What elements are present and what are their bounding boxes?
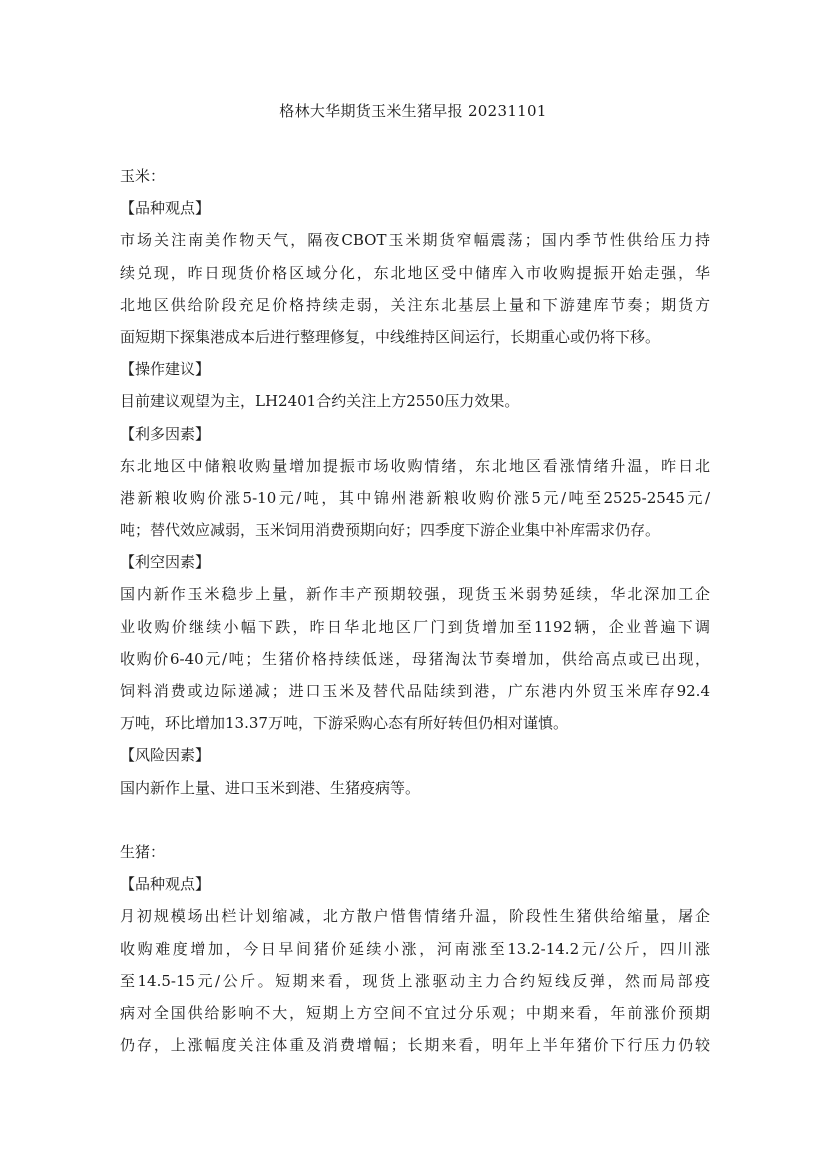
corn-risk-heading: 【风险因素】 xyxy=(120,746,211,765)
corn-view-line: 面短期下探集港成本后进行整理修复，中线维持区间运行，长期重心或仍将下移。 xyxy=(120,327,661,346)
corn-view-heading: 【品种观点】 xyxy=(120,199,211,218)
corn-advice-line: 目前建议观望为主，LH2401合约关注上方2550压力效果。 xyxy=(120,392,520,411)
corn-section-label: 玉米： xyxy=(120,167,166,185)
corn-advice-heading: 【操作建议】 xyxy=(120,360,211,379)
corn-bear-line: 业收购价继续小幅下跌，昨日华北地区厂门到货增加至1192辆，企业普遍下调 xyxy=(120,617,710,636)
section-spacer xyxy=(120,804,710,836)
corn-view-line: 市场关注南美作物天气，隔夜CBOT玉米期货窄幅震荡；国内季节性供给压力持 xyxy=(120,231,710,250)
corn-bull-heading: 【利多因素】 xyxy=(120,424,211,443)
hog-view-line: 病对全国供给影响不大，短期上方空间不宜过分乐观；中期来看，年前涨价预期 xyxy=(120,1003,710,1022)
document-body xyxy=(120,160,710,1061)
corn-bear-line: 饲料消费或边际递减；进口玉米及替代品陆续到港，广东港内外贸玉米库存92.4 xyxy=(120,682,710,700)
hog-view-line: 收购难度增加，今日早间猪价延续小涨，河南涨至13.2-14.2元/公斤，四川涨 xyxy=(120,939,710,958)
corn-bear-line: 国内新作玉米稳步上量，新作丰产预期较强，现货玉米弱势延续，华北深加工企 xyxy=(120,585,710,604)
corn-bear-line: 收购价6-40元/吨；生猪价格持续低迷，母猪淘汰节奏增加，供给高点或已出现， xyxy=(120,649,710,668)
corn-bull-line: 东北地区中储粮收购量增加提振市场收购情绪，东北地区看涨情绪升温，昨日北 xyxy=(120,456,710,475)
corn-bull-line: 港新粮收购价涨5-10元/吨，其中锦州港新粮收购价涨5元/吨至2525-2545元/ xyxy=(120,488,710,507)
hog-view-line: 月初规模场出栏计划缩减，北方散户惜售情绪升温，阶段性生猪供给缩量，屠企 xyxy=(120,907,710,926)
hog-view-heading: 【品种观点】 xyxy=(120,875,211,894)
hog-section-label: 生猪： xyxy=(120,842,166,861)
hog-view-line: 仍存，上涨幅度关注体重及消费增幅；长期来看，明年上半年猪价下行压力仍较 xyxy=(120,1036,710,1055)
corn-bull-line: 吨；替代效应减弱，玉米饲用消费预期向好；四季度下游企业集中补库需求仍存。 xyxy=(120,521,661,540)
corn-view-line: 续兑现，昨日现货价格区域分化，东北地区受中储库入市收购提振开始走强，华 xyxy=(120,263,710,282)
corn-view-line: 北地区供给阶段充足价格持续走弱，关注东北基层上量和下游建库节奏；期货方 xyxy=(120,295,710,314)
hog-view-line: 至14.5-15元/公斤。短期来看，现货上涨驱动主力合约短线反弹，然而局部疫 xyxy=(120,971,710,990)
page-title: 格林大华期货玉米生猪早报 20231101 xyxy=(279,102,547,120)
corn-bear-line: 万吨，环比增加13.37万吨，下游采购心态有所好转但仍相对谨慎。 xyxy=(120,714,568,733)
corn-bear-heading: 【利空因素】 xyxy=(120,553,211,572)
corn-risk-line: 国内新作上量、进口玉米到港、生猪疫病等。 xyxy=(120,778,421,797)
